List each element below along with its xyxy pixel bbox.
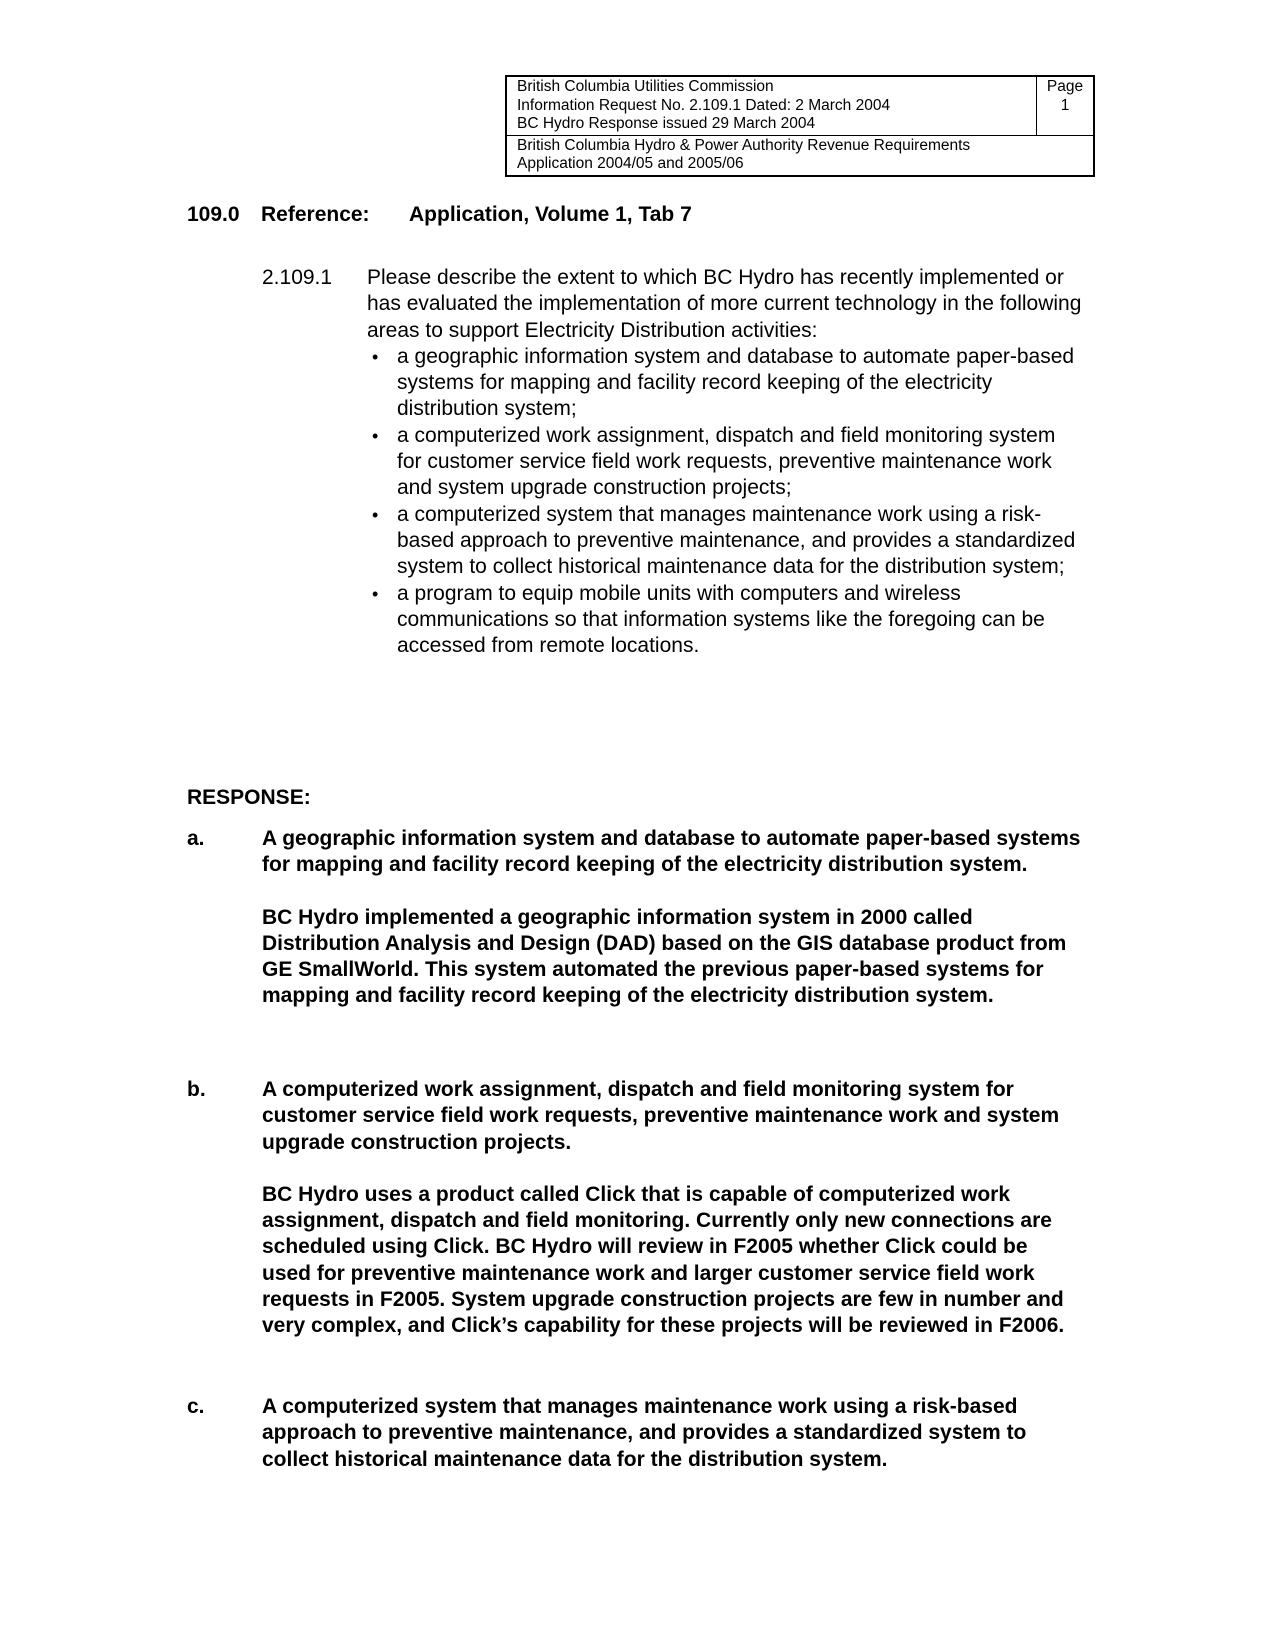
response-item-body (262, 826, 1082, 1010)
bullet-icon: • (372, 583, 379, 604)
bullet-text: a program to equip mobile units with computers and wireless communications so that information systems like the foregoing can be accessed from remote locations. (397, 581, 1045, 658)
question-body (367, 265, 1082, 659)
response-item-body (262, 1077, 1082, 1340)
application-title-cell (506, 135, 1094, 176)
question-bullet (367, 423, 1082, 502)
bullet-text: a computerized system that manages maintenance work using a risk-based approach to preventive maintenance, and provides a standardized system to collect historical maintenance data for the distribution system; (397, 502, 1076, 579)
question-bullet (367, 344, 1082, 423)
response-item-heading: A computerized work assignment, dispatch and field monitoring system for customer service field work requests, preventive maintenance work and system upgrade construction projects. (262, 1078, 1060, 1154)
response-item-label: a. (187, 827, 205, 850)
request-number: Information Request No. 2.109.1 Dated: 2 March 2004 (517, 96, 891, 114)
question-number: 2.109.1 (262, 266, 333, 289)
application-title-line2: Application 2004/05 and 2005/06 (517, 155, 744, 172)
section-number: 109.0 (187, 203, 240, 226)
bullet-icon: • (372, 425, 379, 446)
response-item-body (262, 1394, 1082, 1473)
commission-name: British Columbia Utilities Commission (517, 78, 774, 95)
question-bullet-list (367, 344, 1082, 660)
bullet-text: a computerized work assignment, dispatch and field monitoring system for customer service field work requests, preventive maintenance work and system upgrade construction projects; (397, 423, 1056, 500)
response-item-answer: BC Hydro uses a product called Click that is capable of computerized work assignment, dispatch and field monitoring. Currently only new connections are scheduled using Click. BC Hydro will review in F2005 whether Click could be used for preventive maintenance work and larger customer service field work requests in F2005. System upgrade construction projects are few in number and very complex, and Click’s capability for these projects will be reviewed in F2006. (262, 1182, 1065, 1338)
response-item-label: b. (187, 1078, 206, 1101)
question-bullet (367, 502, 1082, 581)
response-title: RESPONSE: (187, 786, 311, 809)
response-item-heading: A computerized system that manages maintenance work using a risk-based approach to preventive maintenance, and provides a standardized system to collect historical maintenance data for the distribution system. (262, 1395, 1027, 1471)
request-info-cell (506, 76, 1037, 135)
question-intro: Please describe the extent to which BC Hydro has recently implemented or has evaluated the implementation of more current technology in the following areas to support Electricity Distribution activities: (367, 266, 1082, 342)
page-cell (1037, 76, 1095, 135)
page-label: Page (1046, 78, 1084, 95)
section-heading (187, 203, 692, 227)
reference-value: Application, Volume 1, Tab 7 (409, 203, 692, 226)
bullet-icon: • (372, 504, 379, 525)
bullet-text: a geographic information system and database to automate paper-based systems for mapping and facility record keeping of the electricity distribution system; (397, 344, 1075, 421)
application-title-line1: British Columbia Hydro & Power Authority Revenue Requirements (517, 136, 971, 154)
document-header-table (505, 75, 1095, 177)
response-issued-date: BC Hydro Response issued 29 March 2004 (517, 115, 816, 132)
page-number: 1 (1060, 96, 1070, 114)
response-item-a (187, 826, 1087, 1010)
question-bullet (367, 581, 1082, 660)
response-item-label: c. (187, 1395, 205, 1418)
reference-label: Reference: (261, 203, 370, 226)
response-item-answer: BC Hydro implemented a geographic information system in 2000 called Distribution Analysis and Design (DAD) based on the GIS database product from GE SmallWorld. This system automated the previous paper-based systems for mapping and facility record keeping of the electricity distribution system. (262, 905, 1067, 1008)
response-item-b (187, 1077, 1087, 1340)
response-item-c (187, 1394, 1087, 1473)
question-block (262, 265, 1082, 659)
response-item-heading: A geographic information system and database to automate paper-based systems for mapping and facility record keeping of the electricity distribution system. (262, 827, 1081, 877)
bullet-icon: • (372, 346, 379, 367)
